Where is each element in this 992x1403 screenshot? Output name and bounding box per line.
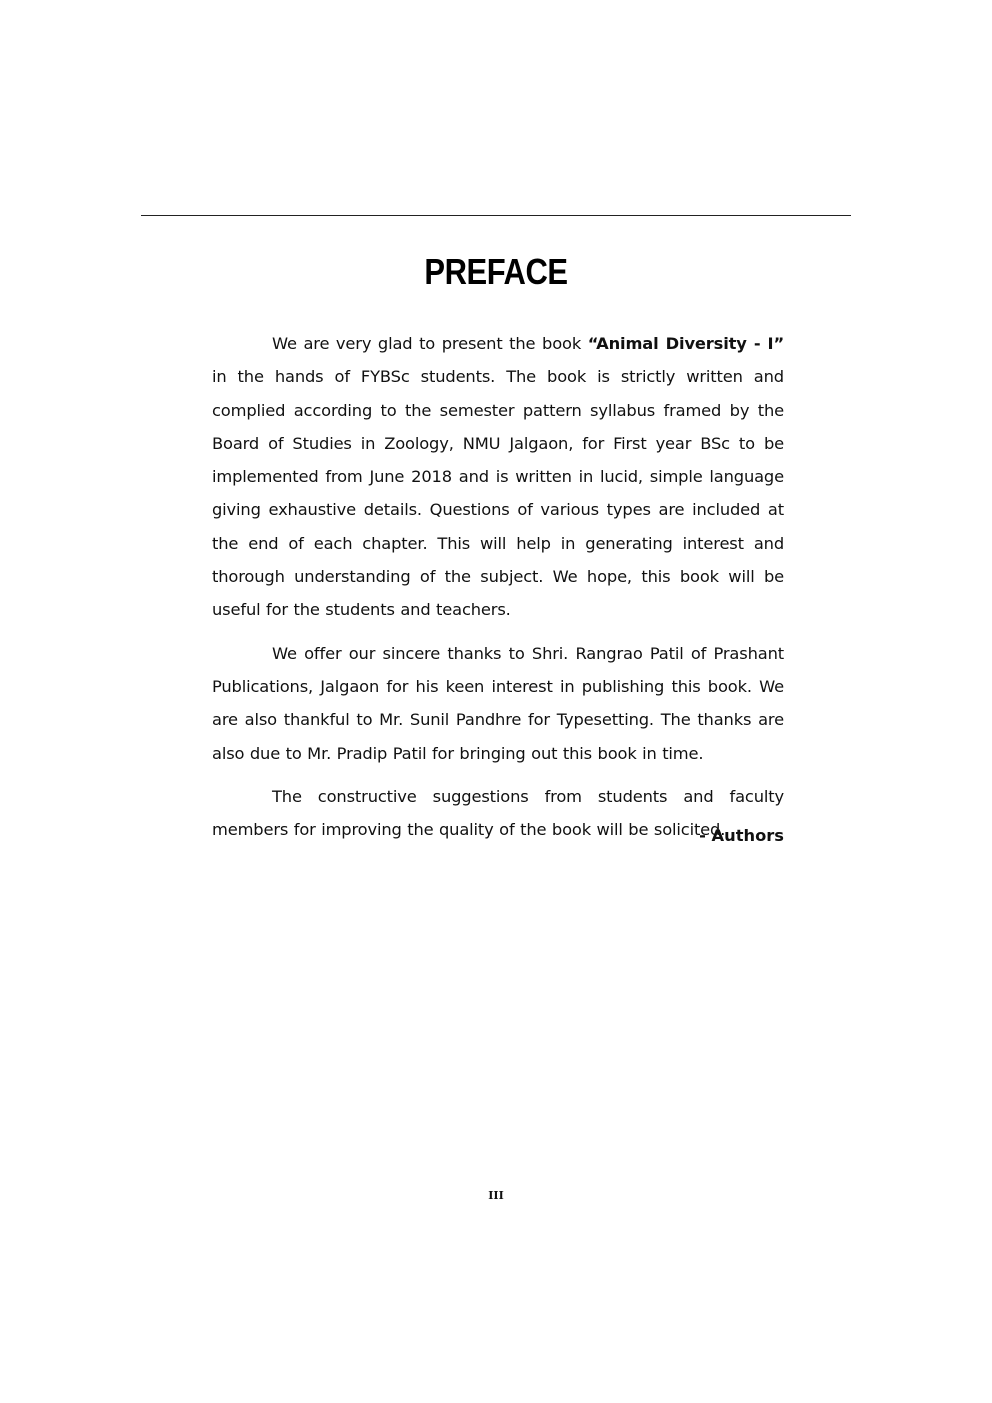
- intro-text-before: We are very glad to present the book: [272, 334, 588, 353]
- paragraph-suggestions: The constructive suggestions from students and faculty members for improving the quality of the book will be solicited.: [212, 786, 784, 840]
- preface-body: [212, 327, 784, 846]
- book-title: “Animal Diversity - I”: [587, 334, 784, 353]
- paragraph-intro: [212, 327, 784, 627]
- page-title: PREFACE: [424, 251, 568, 292]
- page-number: III: [488, 1189, 504, 1202]
- signature: - Authors: [699, 826, 784, 845]
- intro-text-after: in the hands of FYBSc students. The book is strictly written and complied according to the semester pattern syllabus framed by the Board of Studies in Zoology, NMU Jalgaon, for First year BSc to be implemented from June 2018 and is written in lucid, simple language giving exhaustive details. Questions of various types are included at the end of each chapter. This will help in generating interest and thorough understanding of the subject. We hope, this book will be useful for the students and teachers.: [212, 367, 784, 620]
- top-divider: [141, 215, 851, 216]
- paragraph-thanks: We offer our sincere thanks to Shri. Rangrao Patil of Prashant Publications, Jalgaon for his keen interest in publishing this book. We are also thankful to Mr. Sunil Pandhre for Typesetting. The thanks are also due to Mr. Pradip Patil for bringing out this book in time.: [212, 643, 784, 763]
